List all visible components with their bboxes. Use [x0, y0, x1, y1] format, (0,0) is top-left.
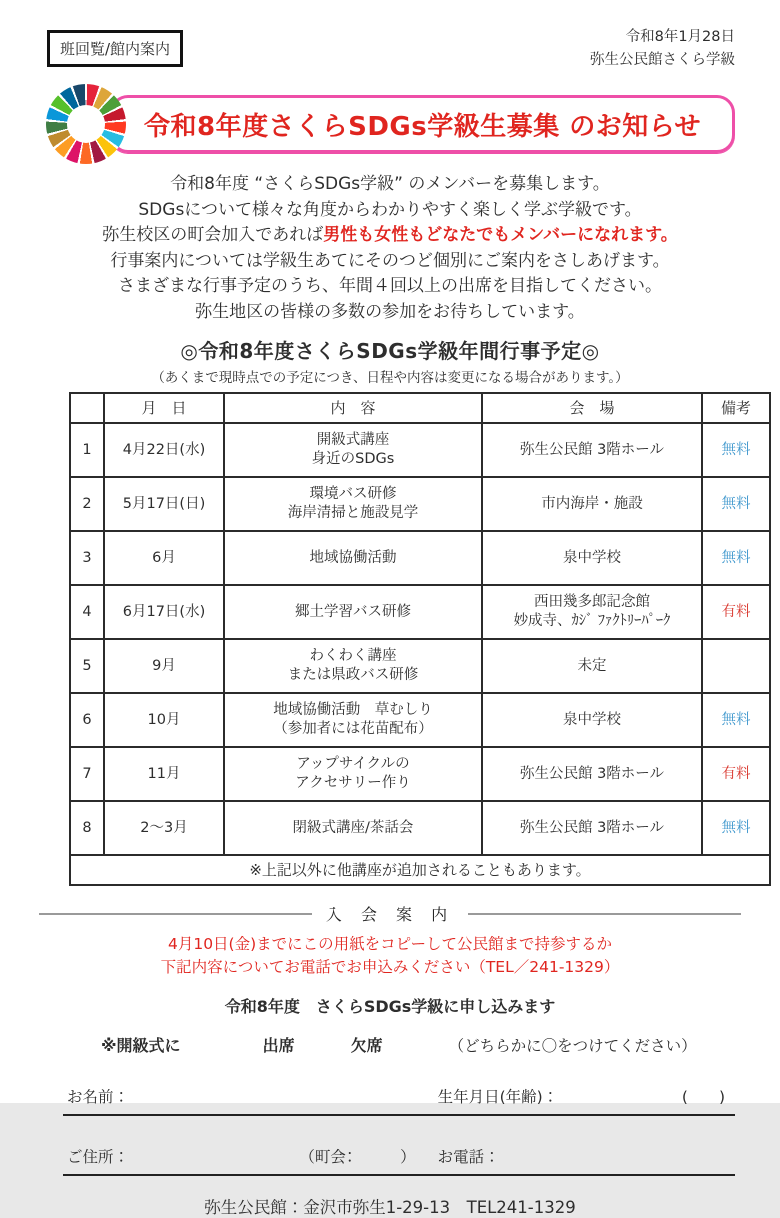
- schedule-row: [70, 801, 770, 855]
- intro-line-4: 行事案内については学級生あてにそのつど個別にご案内をさしあげます。: [110, 250, 670, 271]
- application-notice-line-1: 4月10日(金)までにこの用紙をコピーして公民館まで持参するか: [167, 935, 613, 954]
- schedule-row: [70, 585, 770, 639]
- content-cell: 閉級式講座/茶話会: [224, 801, 482, 855]
- date-cell: 4月22日(水): [104, 423, 224, 477]
- col-header-no: [70, 393, 104, 423]
- address-label: ご住所：: [67, 1148, 130, 1167]
- venue-cell: 泉中学校: [482, 531, 702, 585]
- fee-cell: 無料: [702, 693, 770, 747]
- row-number-cell: 6: [70, 693, 104, 747]
- circle-note: （どちらかに〇をつけてください）: [448, 1037, 697, 1056]
- row-number-cell: 7: [70, 747, 104, 801]
- intro-line-2: SDGsについて様々な角度からわかりやすく楽しく学ぶ学級です。: [138, 199, 642, 220]
- fee-cell: 有料: [702, 585, 770, 639]
- venue-cell: 弥生公民館 3階ホール: [482, 423, 702, 477]
- row-number-cell: 3: [70, 531, 104, 585]
- title-banner-box: [110, 95, 735, 153]
- birthdate-field: [434, 1074, 735, 1116]
- intro-line-5: さまざまな行事予定のうち、年間４回以上の出席を目指してください。: [118, 276, 662, 297]
- schedule-row: [70, 693, 770, 747]
- fee-cell: 無料: [702, 531, 770, 585]
- schedule-row: [70, 747, 770, 801]
- intro-line-3-prefix: 弥生校区の町会加入であれば: [102, 225, 324, 246]
- date-cell: 5月17日(日): [104, 477, 224, 531]
- divider-line-right: [468, 913, 741, 915]
- sdgs-wheel-icon: [46, 84, 126, 164]
- content-cell: 郷土学習バス研修: [224, 585, 482, 639]
- schedule-row: [70, 639, 770, 693]
- absent-option: 欠席: [350, 1036, 383, 1056]
- fee-cell: 無料: [702, 423, 770, 477]
- age-parentheses: ( ): [681, 1088, 725, 1107]
- attendance-row: [45, 1033, 735, 1056]
- application-notice: [45, 933, 735, 978]
- phone-label: お電話：: [437, 1148, 500, 1167]
- content-cell: 地域協働活動: [224, 531, 482, 585]
- intro-line-6: 弥生地区の皆様の多数の参加をお待ちしています。: [195, 301, 585, 322]
- schedule-row: [70, 423, 770, 477]
- name-label: お名前：: [67, 1088, 130, 1107]
- date-cell: 6月17日(水): [104, 585, 224, 639]
- row-number-cell: 4: [70, 585, 104, 639]
- date-cell: 2～3月: [104, 801, 224, 855]
- fee-cell: 無料: [702, 477, 770, 531]
- apply-statement: 令和8年度 さくらSDGs学級に申し込みます: [224, 997, 556, 1017]
- schedule-table: [69, 392, 771, 886]
- venue-cell: 弥生公民館 3階ホール: [482, 747, 702, 801]
- row-number-cell: 8: [70, 801, 104, 855]
- birthdate-label: 生年月日(年齢)：: [437, 1088, 559, 1107]
- row-number-cell: 1: [70, 423, 104, 477]
- issue-date: 令和8年1月28日: [625, 29, 735, 45]
- schedule-title: ◎令和8年度さくらSDGs学級年間行事予定◎: [180, 339, 600, 364]
- organization-name: 弥生公民館さくら学級: [590, 52, 735, 69]
- schedule-note: （あくまで現時点での予定につき、日程や内容は変更になる場合があります。）: [151, 370, 629, 387]
- venue-cell: 泉中学校: [482, 693, 702, 747]
- fee-cell: 無料: [702, 801, 770, 855]
- section-divider: [39, 902, 741, 925]
- form-row-2: [63, 1134, 735, 1176]
- row-number-cell: 2: [70, 477, 104, 531]
- phone-field: [434, 1134, 735, 1176]
- date-cell: 10月: [104, 693, 224, 747]
- form-row-1: [63, 1074, 735, 1116]
- attendance-label: ※開級式に: [101, 1036, 181, 1056]
- intro-paragraph: [45, 172, 735, 325]
- fee-cell: [702, 639, 770, 693]
- fee-cell: 有料: [702, 747, 770, 801]
- circulation-tag-box: 班回覧/館内案内: [47, 30, 183, 67]
- town-association-label: （町会： ）: [299, 1148, 416, 1167]
- schedule-row: [70, 531, 770, 585]
- table-footnote: ※上記以外に他講座が追加されることもあります。: [70, 855, 770, 885]
- content-cell: アップサイクルの アクセサリー作り: [224, 747, 482, 801]
- header-meta: [590, 26, 735, 72]
- intro-line-1: 令和8年度 “さくらSDGs学級” のメンバーを募集します。: [170, 174, 610, 195]
- section-divider-label: 入 会 案 内: [325, 905, 455, 925]
- date-cell: 9月: [104, 639, 224, 693]
- row-number-cell: 5: [70, 639, 104, 693]
- content-cell: わくわく講座 または県政バス研修: [224, 639, 482, 693]
- date-cell: 11月: [104, 747, 224, 801]
- title-banner: [45, 84, 735, 164]
- table-header-row: [70, 393, 770, 423]
- col-header-content: 内 容: [224, 393, 482, 423]
- venue-cell: 弥生公民館 3階ホール: [482, 801, 702, 855]
- venue-cell: 市内海岸・施設: [482, 477, 702, 531]
- intro-line-3-highlight: 男性も女性もどなたでもメンバーになれます。: [323, 225, 678, 246]
- col-header-venue: 会 場: [482, 393, 702, 423]
- attend-option: 出席: [262, 1036, 295, 1056]
- application-notice-line-2: 下記内容についてお電話でお申込みください（TEL／241-1329）: [160, 957, 620, 976]
- content-cell: 地域協働活動 草むしり （参加者には花苗配布）: [224, 693, 482, 747]
- header: [45, 26, 735, 72]
- page-title: 令和8年度さくらSDGs学級生募集 のお知らせ: [144, 111, 701, 142]
- content-cell: 環境バス研修 海岸清掃と施設見学: [224, 477, 482, 531]
- venue-cell: 西田幾多郎記念館 妙成寺、ｶｼﾞ ﾌｧｸﾄﾘｰﾊﾟｰｸ: [482, 585, 702, 639]
- col-header-date: 月 日: [104, 393, 224, 423]
- footer-contact: 弥生公民館：金沢市弥生1-29-13 TEL241-1329: [204, 1198, 576, 1218]
- address-field: [63, 1134, 434, 1176]
- date-cell: 6月: [104, 531, 224, 585]
- col-header-fee: 備考: [702, 393, 770, 423]
- name-field: [63, 1074, 434, 1116]
- venue-cell: 未定: [482, 639, 702, 693]
- application-form: [45, 1074, 735, 1176]
- intro-line-3: [45, 223, 735, 249]
- content-cell: 開級式講座 身近のSDGs: [224, 423, 482, 477]
- table-footnote-row: [70, 855, 770, 885]
- schedule-table-body: [70, 423, 770, 855]
- schedule-row: [70, 477, 770, 531]
- divider-line-left: [39, 913, 312, 915]
